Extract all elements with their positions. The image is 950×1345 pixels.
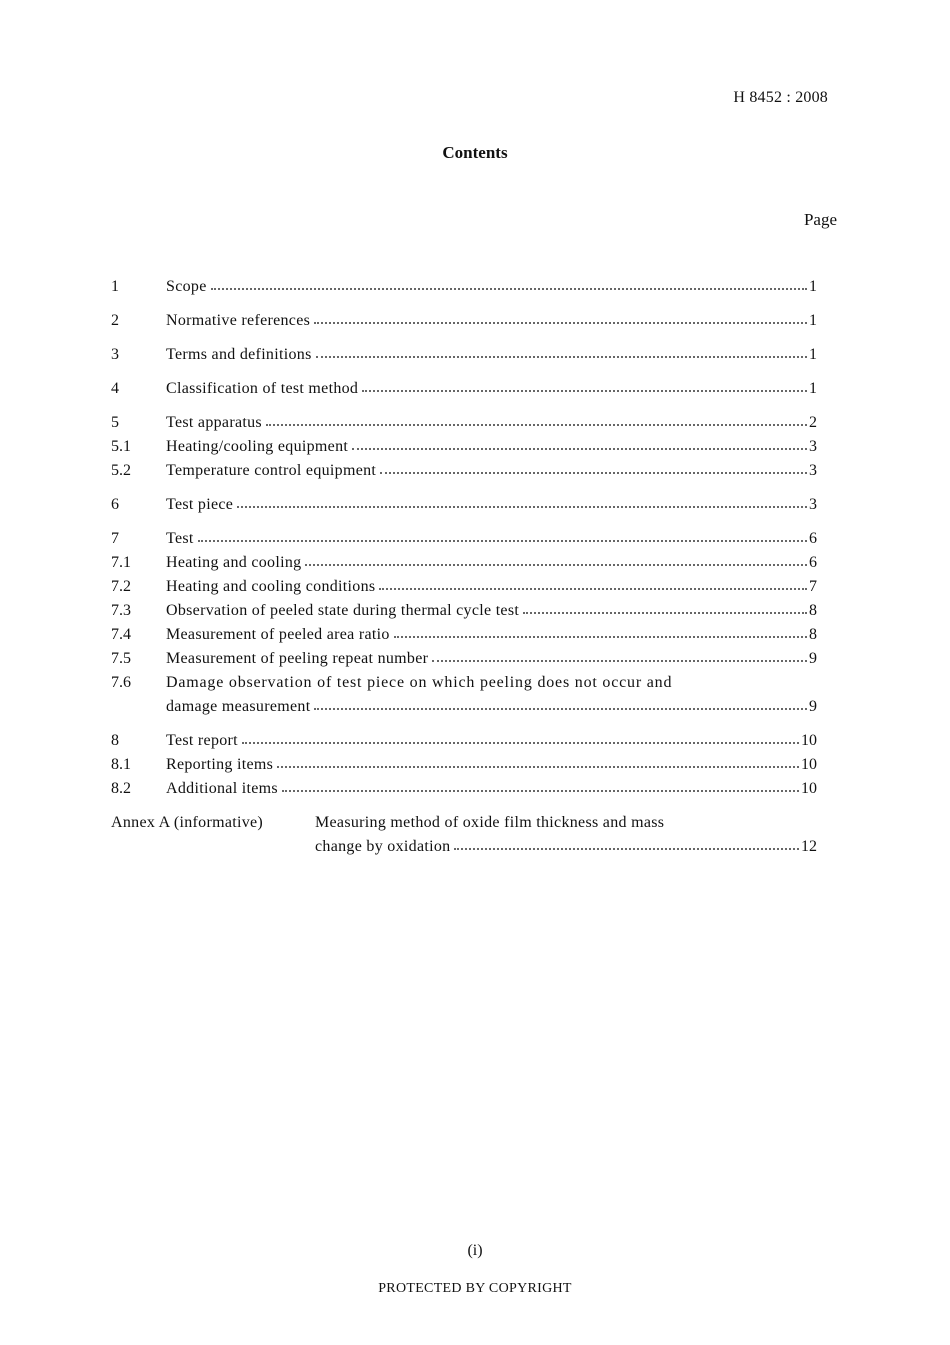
- toc-number: 4: [111, 380, 119, 397]
- toc-page: 9: [809, 650, 817, 667]
- toc-label: Observation of peeled state during thermal cycle test: [166, 602, 520, 619]
- toc-entry-2[interactable]: [111, 309, 817, 333]
- toc-entry-8-2[interactable]: [111, 777, 817, 801]
- dot-leader: [242, 729, 799, 744]
- toc-page: 9: [809, 698, 817, 715]
- toc-page: 8: [809, 602, 817, 619]
- toc-page: 3: [809, 462, 817, 479]
- toc-entry-annex-a[interactable]: [111, 811, 817, 835]
- dot-leader: [380, 459, 807, 474]
- dot-leader: [305, 551, 807, 566]
- toc-page: 6: [809, 530, 817, 547]
- toc-entry-annex-a-continued[interactable]: [111, 835, 817, 859]
- toc-number: 7.6: [111, 674, 131, 691]
- toc-label: Test piece: [166, 496, 234, 513]
- toc-page: 1: [809, 278, 817, 295]
- toc-entry-7-1[interactable]: [111, 551, 817, 575]
- toc-label: Measurement of peeled area ratio: [166, 626, 390, 643]
- toc-label: Heating and cooling conditions: [166, 578, 376, 595]
- dot-leader: [314, 309, 807, 324]
- toc-number: 7.4: [111, 626, 131, 643]
- dot-leader: [432, 647, 807, 662]
- toc-number: 1: [111, 278, 119, 295]
- toc-entry-7-4[interactable]: [111, 623, 817, 647]
- toc-page: 10: [801, 756, 817, 773]
- toc-label: Heating/cooling equipment: [166, 438, 349, 455]
- toc-entry-6[interactable]: [111, 493, 817, 517]
- toc-entry-7-5[interactable]: [111, 647, 817, 671]
- toc-label: Additional items: [166, 780, 278, 797]
- toc-label: Temperature control equipment: [166, 462, 377, 479]
- dot-leader: [316, 343, 807, 358]
- toc-page: 12: [801, 838, 817, 855]
- toc-page: 10: [801, 780, 817, 797]
- dot-leader: [237, 493, 807, 508]
- toc-label-line2: damage measurement: [166, 698, 311, 715]
- toc-entry-7-3[interactable]: [111, 599, 817, 623]
- toc-page: 3: [809, 438, 817, 455]
- toc-entry-5-2[interactable]: [111, 459, 817, 483]
- dot-leader: [211, 275, 807, 290]
- dot-leader: [198, 527, 807, 542]
- page-title: Contents: [442, 143, 508, 162]
- toc-label: Measurement of peeling repeat number: [166, 650, 429, 667]
- toc-page: 2: [809, 414, 817, 431]
- toc-entry-4[interactable]: [111, 377, 817, 401]
- toc-entry-7-6-continued[interactable]: [111, 695, 817, 719]
- toc-label: Classification of test method: [166, 380, 359, 397]
- dot-leader: [523, 599, 807, 614]
- dot-leader: [454, 835, 799, 850]
- toc-label-line1: Damage observation of test piece on which peeling does not occur and: [166, 674, 673, 691]
- toc-label: Test report: [166, 732, 238, 749]
- page-column-label: Page: [803, 210, 837, 229]
- toc-label: Terms and definitions: [166, 346, 312, 363]
- toc-number: 5.2: [111, 462, 131, 479]
- toc-entry-7-2[interactable]: [111, 575, 817, 599]
- toc-label: Reporting items: [166, 756, 274, 773]
- toc-entry-1[interactable]: [111, 275, 817, 299]
- dot-leader: [282, 777, 799, 792]
- toc-page: 7: [809, 578, 817, 595]
- standard-number: H 8452 : 2008: [733, 89, 828, 106]
- annex-title-line2: change by oxidation: [315, 838, 451, 855]
- copyright-notice: PROTECTED BY COPYRIGHT: [378, 1281, 572, 1296]
- toc-page: 1: [809, 380, 817, 397]
- toc-page: 1: [809, 346, 817, 363]
- toc-number: 8.2: [111, 780, 131, 797]
- annex-title-line1: Measuring method of oxide film thickness and mass: [315, 814, 665, 831]
- toc-label: Test: [166, 530, 194, 547]
- toc-label: Test apparatus: [166, 414, 262, 431]
- dot-leader: [314, 695, 807, 710]
- toc-entry-8-1[interactable]: [111, 753, 817, 777]
- toc-entry-5[interactable]: [111, 411, 817, 435]
- footer-page-number: (i): [467, 1242, 483, 1259]
- toc-number: 8: [111, 732, 119, 749]
- toc-number: 7: [111, 530, 119, 547]
- toc-entry-7[interactable]: [111, 527, 817, 551]
- dot-leader: [379, 575, 807, 590]
- toc-number: 7.1: [111, 554, 131, 571]
- annex-label: Annex A (informative): [111, 814, 264, 831]
- toc-label: Heating and cooling: [166, 554, 302, 571]
- toc-label: Scope: [166, 278, 207, 295]
- toc-entry-3[interactable]: [111, 343, 817, 367]
- toc-label: Normative references: [166, 312, 311, 329]
- toc-entry-5-1[interactable]: [111, 435, 817, 459]
- toc-number: 6: [111, 496, 119, 513]
- toc-number: 3: [111, 346, 119, 363]
- toc-page: 1: [809, 312, 817, 329]
- table-of-contents: [111, 275, 817, 859]
- toc-number: 5.1: [111, 438, 131, 455]
- toc-page: 10: [801, 732, 817, 749]
- toc-number: 7.2: [111, 578, 131, 595]
- dot-leader: [394, 623, 807, 638]
- dot-leader: [266, 411, 807, 426]
- toc-number: 2: [111, 312, 119, 329]
- dot-leader: [352, 435, 807, 450]
- toc-entry-7-6[interactable]: [111, 671, 817, 695]
- toc-number: 8.1: [111, 756, 131, 773]
- toc-number: 7.5: [111, 650, 131, 667]
- toc-page: 6: [809, 554, 817, 571]
- toc-entry-8[interactable]: [111, 729, 817, 753]
- dot-leader: [362, 377, 807, 392]
- toc-page: 3: [809, 496, 817, 513]
- toc-number: 7.3: [111, 602, 131, 619]
- toc-number: 5: [111, 414, 119, 431]
- dot-leader: [277, 753, 799, 768]
- toc-page: 8: [809, 626, 817, 643]
